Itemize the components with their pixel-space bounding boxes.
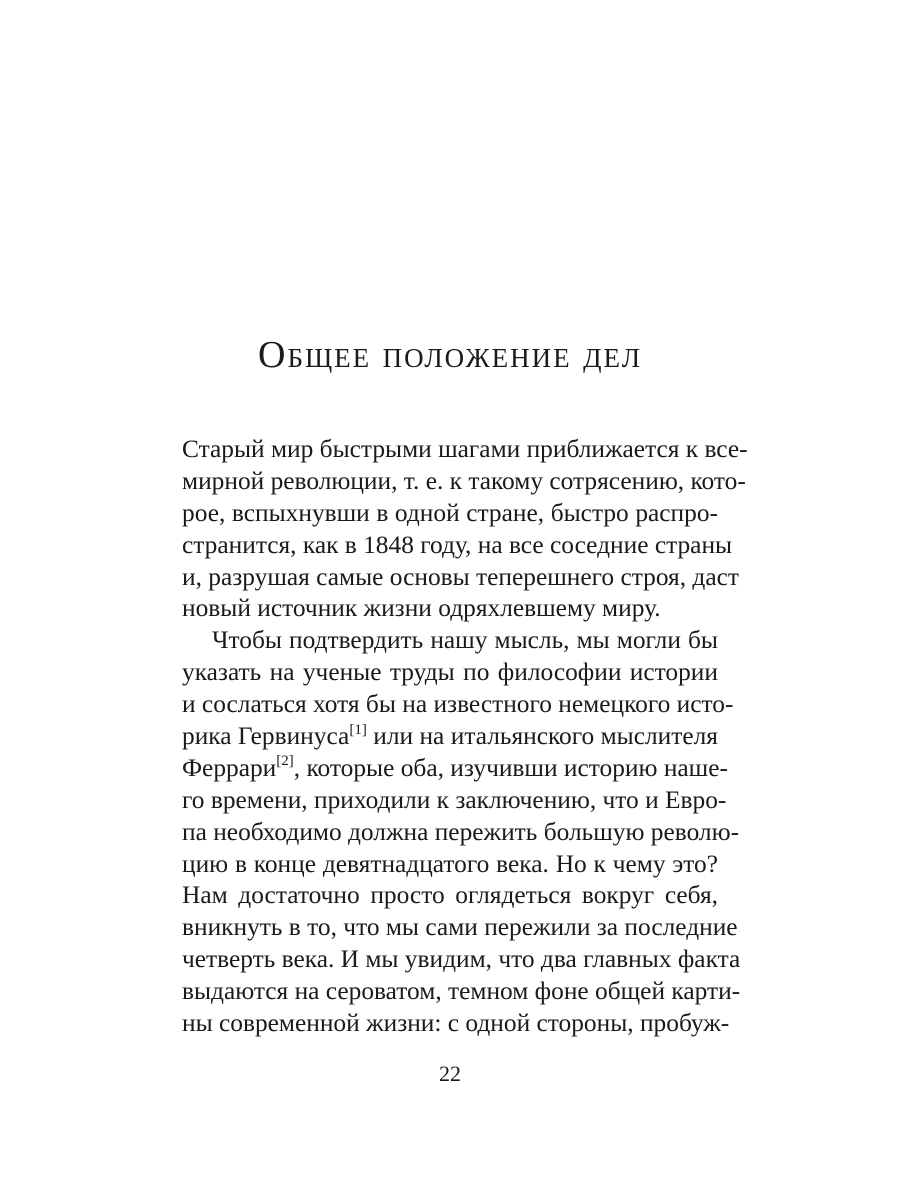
text-line: го времени, приходили к заключению, что и Евро- [182,785,727,814]
text-fragment: , которые оба, изучивши историю наше- [293,753,728,782]
text-line: четверть века. И мы увидим, что два главных факта [182,945,741,974]
text-line: странится, как в 1848 году, на все соседние страны [182,530,733,559]
text-line: и сослаться хотя бы на известного немецкого исто- [182,690,734,719]
text-line: выдаются на сероватом, темном фоне общей карти- [182,977,741,1006]
body-text [182,434,748,1040]
text-line: указать на ученые труды по философии истории [182,658,718,687]
text-line: Старый мир быстрыми шагами приближается к все- [182,435,748,463]
text-line: па необходимо должна пережить большую револю- [182,817,740,846]
text-line: цию в конце девятнадцатого века. Но к чему это? [182,849,718,878]
page-number: 22 [439,1061,461,1086]
text-line: ны современной жизни: с одной стороны, пробуж- [182,1009,730,1038]
text-line: вникнуть в то, что мы сами пережили за последние [182,913,738,942]
footnote-marker-2[interactable]: [2] [276,753,294,770]
text-line-with-footnote [182,753,728,785]
text-line: Нам достаточно просто оглядеться вокруг себя, [182,881,718,910]
text-line: и, разрушая самые основы теперешнего строя, даст [182,562,739,591]
text-line: рое, вспыхнувши в одной стране, быстро распро- [182,498,718,527]
text-line: Чтобы подтвердить нашу мысль, мы могли бы [212,626,718,655]
text-line-with-footnote [182,721,718,753]
text-line: мирной революции, т. е. к такому сотрясению, кото- [182,466,746,495]
text-fragment: рика Гервинуса [182,722,350,751]
chapter-title: Общее положение дел [258,334,642,376]
text-fragment: или на итальянского мыслителя [366,722,718,751]
text-line: новый источник жизни одряхлевшему миру. [182,594,661,623]
text-fragment: Феррари [182,753,277,782]
footnote-marker-1[interactable]: [1] [349,721,367,738]
